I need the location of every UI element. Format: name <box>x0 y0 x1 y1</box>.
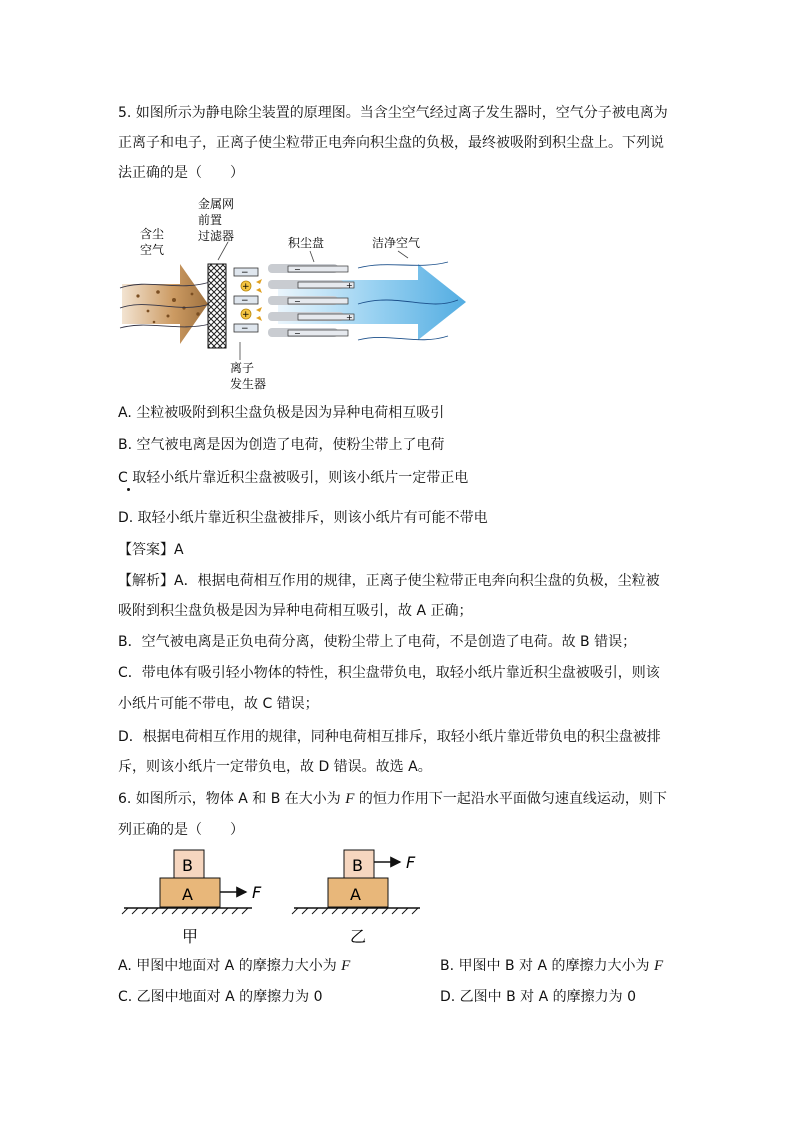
q5-analysis-line-7: 斥，则该小纸片一定带负电，故 D 错误。故选 A。 <box>118 759 432 775</box>
q6-stem-force-var: F <box>345 791 355 807</box>
ionizer-minus-3: − <box>241 324 249 334</box>
q5-analysis-line-2: 吸附到积尘盘负极是因为异种电荷相互吸引，故 A 正确； <box>118 603 473 619</box>
plate-plus-2: + <box>346 313 353 322</box>
q6-stem-line-1 <box>118 789 667 809</box>
block-a-label-jia: A <box>182 885 193 904</box>
q6-stem-line-2: 列正确的是（ ） <box>118 822 244 838</box>
q6-stem-post: 的恒力作用下一起沿水平面做匀速直线运动，则下 <box>354 791 667 807</box>
figure-jia <box>122 850 262 946</box>
label-dusty-air-2: 空气 <box>140 243 165 257</box>
plate-plus-1: + <box>346 281 353 290</box>
q6-option-c: C. 乙图中地面对 A 的摩擦力为 0 <box>118 989 323 1005</box>
option-c-dot-mark <box>127 488 130 491</box>
force-label-yi: F <box>406 853 416 872</box>
q5-option-b: B. 空气被电离是因为创造了电荷，使粉尘带上了电荷 <box>118 437 445 453</box>
q6-option-b-text: B. 甲图中 B 对 A 的摩擦力大小为 <box>440 958 654 974</box>
q6-stem-pre: 6. 如图所示，物体 A 和 B 在大小为 <box>118 791 346 807</box>
q5-answer: 【答案】A <box>118 542 184 558</box>
q5-analysis-line-6: D．根据电荷相互作用的规律，同种电荷相互排斥，取轻小纸片靠近带负电的积尘盘被排 <box>118 729 661 745</box>
caption-yi: 乙 <box>350 927 367 946</box>
precipitator-diagram <box>118 196 478 392</box>
label-plate: 积尘盘 <box>288 236 325 250</box>
block-a-label-yi: A <box>350 885 361 904</box>
label-ionizer-1: 离子 <box>230 361 255 375</box>
ionizer-minus-1: − <box>241 268 249 278</box>
q6-option-b-var: F <box>653 958 664 974</box>
force-label-jia: F <box>252 883 262 902</box>
ion-plus-1: + <box>242 282 250 292</box>
q5-analysis-line-4: C．带电体有吸引轻小物体的特性，积尘盘带负电，取轻小纸片靠近积尘盘被吸引，则该 <box>118 665 660 681</box>
label-dusty-air-1: 含尘 <box>140 227 165 241</box>
q5-option-c: C 取轻小纸片靠近积尘盘被吸引，则该小纸片一定带正电 <box>118 470 469 486</box>
dusty-air-arrow <box>122 264 208 344</box>
collecting-plates <box>268 264 354 338</box>
label-ionizer-2: 发生器 <box>230 377 267 391</box>
label-clean-air: 洁净空气 <box>372 236 421 250</box>
q5-analysis-line-3: B．空气被电离是正负电荷分离，使粉尘带上了电荷，不是创造了电荷。故 B 错误； <box>118 634 637 650</box>
q5-stem-line-3: 法正确的是（ ） <box>118 165 244 181</box>
q5-option-a: A. 尘粒被吸附到积尘盘负极是因为异种电荷相互吸引 <box>118 405 445 421</box>
q6-option-a-text: A. 甲图中地面对 A 的摩擦力大小为 <box>118 958 342 974</box>
plate-minus-1: − <box>294 265 301 274</box>
q6-option-a-var: F <box>341 958 351 974</box>
q5-option-d: D. 取轻小纸片靠近积尘盘被排斥，则该小纸片有可能不带电 <box>118 510 488 526</box>
caption-jia: 甲 <box>182 927 199 946</box>
plate-minus-2: − <box>294 297 301 306</box>
q5-stem-line-1: 5. 如图所示为静电除尘装置的原理图。当含尘空气经过离子发生器时，空气分子被电离为 <box>118 105 668 121</box>
q5-analysis-line-5: 小纸片可能不带电，故 C 错误； <box>118 696 319 712</box>
plate-minus-3: − <box>294 329 301 338</box>
q5-analysis-line-1: 【解析】A．根据电荷相互作用的规律，正离子使尘粒带正电奔向积尘盘的负极，尘粒被 <box>118 573 660 589</box>
ion-plus-2: + <box>242 310 250 320</box>
q5-stem-line-2: 正离子和电子，正离子使尘粒带正电奔向积尘盘的负极，最终被吸附到积尘盘上。下列说 <box>118 135 664 151</box>
block-b-label-yi: B <box>352 856 363 875</box>
blocks-diagram <box>118 848 428 948</box>
ionizer-minus-2: − <box>241 296 249 306</box>
block-b-label-jia: B <box>182 856 193 875</box>
metal-mesh-filter <box>208 264 226 348</box>
q6-option-b <box>440 956 663 976</box>
label-filter-1: 金属网 <box>198 197 235 211</box>
label-filter-3: 过滤器 <box>198 229 235 243</box>
figure-yi <box>292 850 420 946</box>
ionizer <box>234 268 262 334</box>
q6-option-a <box>118 956 350 976</box>
q6-option-d: D. 乙图中 B 对 A 的摩擦力为 0 <box>440 989 637 1005</box>
label-filter-2: 前置 <box>198 213 223 227</box>
